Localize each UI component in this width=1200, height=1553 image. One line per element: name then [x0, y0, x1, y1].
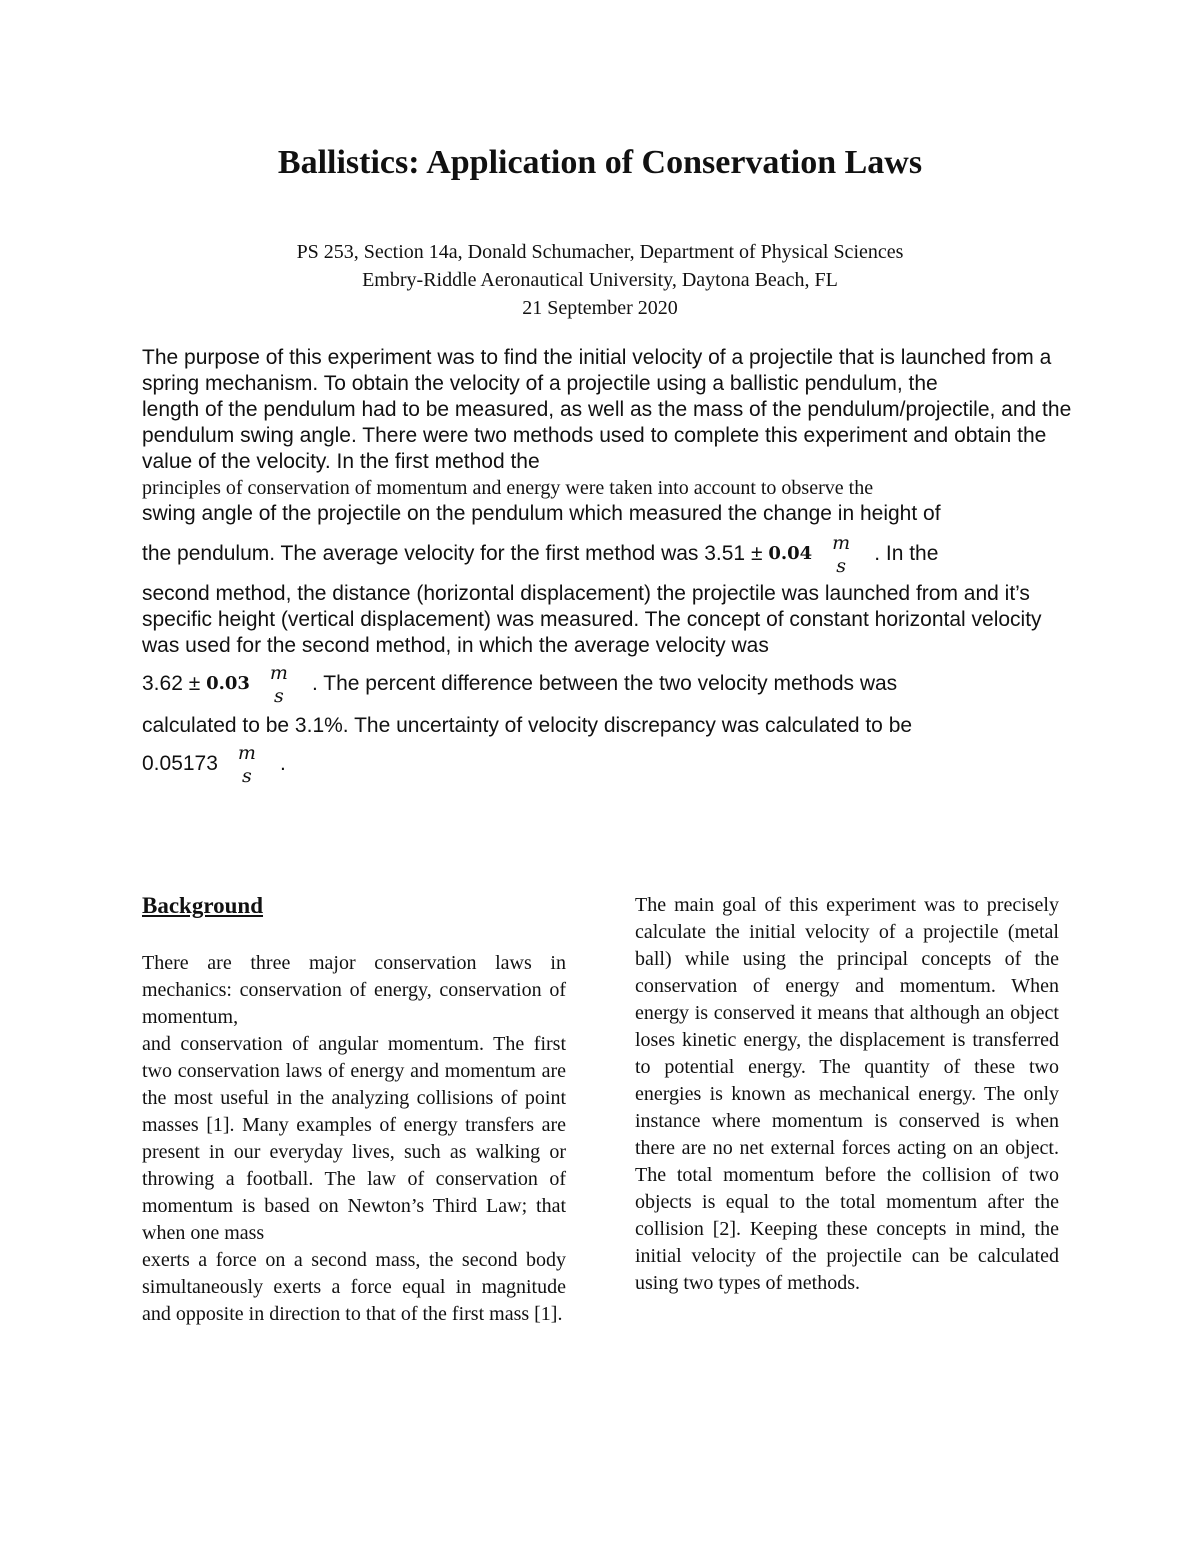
velocity-line-3 — [142, 739, 1072, 789]
unit-denominator: s — [274, 684, 284, 707]
body-paragraph: There are three major conservation laws in mechanics: conservation of energy, conservation of momentum, — [142, 952, 566, 1028]
velocity-1-text: the pendulum. The average velocity for the first method was 3.51 ± — [142, 542, 769, 565]
abstract-text: swing angle of the projectile on the pendulum which measured the change in height of — [142, 502, 941, 525]
unit-fraction — [236, 742, 258, 787]
affiliation-line: Embry-Riddle Aeronautical University, Daytona Beach, FL — [362, 269, 838, 291]
author-info — [0, 238, 1200, 322]
velocity-1-uncertainty: 0.04 — [768, 543, 813, 564]
discrepancy-value: 0.05173 — [142, 752, 218, 775]
unit-numerator: m — [832, 531, 851, 554]
date-line: 21 September 2020 — [522, 297, 678, 319]
unit-fraction — [830, 532, 852, 577]
abstract — [142, 345, 1072, 789]
body-paragraph: The main goal of this experiment was to precisely calculate the initial velocity of a projectile (metal ball) while using the principal concepts of the conservation of energy and momentum. When energy is conserved it means that although an object loses kinetic energy, the displacement is transferred to potential energy. The quantity of these two energies is known as mechanical energy. The only instance where momentum is conserved is when there are no net external forces acting on an object. The total momentum before the collision of two objects is equal to the total momentum after the collision [2]. Keeping these concepts in mind, the initial velocity of the projectile can be calculated using two types of methods. — [635, 894, 1059, 1294]
velocity-1-suffix: . In the — [874, 542, 939, 565]
background-right-column — [635, 892, 1059, 1297]
abstract-text: The purpose of this experiment was to find the initial velocity of a projectile that is launched from a spring mechanism. To obtain the velocity of a projectile using a ballistic pendulum, the — [142, 346, 1052, 395]
author-line: PS 253, Section 14a, Donald Schumacher, Department of Physical Sciences — [296, 241, 904, 263]
unit-numerator: m — [237, 741, 256, 764]
velocity-2-suffix: . The percent difference between the two velocity methods was — [311, 672, 898, 695]
velocity-line-1 — [142, 527, 1072, 581]
unit-fraction — [268, 662, 290, 707]
abstract-text: calculated to be 3.1%. The uncertainty of velocity discrepancy was calculated to be — [142, 714, 913, 737]
section-heading-background: Background — [142, 893, 264, 918]
paper-title: Ballistics: Application of Conservation Laws — [277, 144, 923, 181]
unit-denominator: s — [836, 554, 847, 577]
unit-denominator: s — [242, 764, 252, 787]
abstract-text: length of the pendulum had to be measured, as well as the mass of the pendulum/projectile, and the pendulum swing angle. There were two methods used to complete this experiment and obtain the value of the velocity. In the first method the — [142, 398, 1072, 473]
abstract-text: second method, the distance (horizontal displacement) the projectile was launched from and it’s specific height (vertical displacement) was measured. The concept of constant horizontal velocity was used for the second method, in which the average velocity was — [142, 582, 1042, 657]
background-left-column — [142, 892, 566, 1328]
unit-numerator: m — [269, 661, 288, 684]
discrepancy-suffix: . — [279, 752, 286, 775]
velocity-2-text: 3.62 ± — [142, 672, 207, 695]
body-paragraph: and conservation of angular momentum. The first two conservation laws of energy and momentum are the most useful in the analyzing collisions of point masses [1]. Many examples of energy transfers are present in our everyday lives, such as walking or throwing a football. The law of conservation of momentum is based on Newton’s Third Law; that when one mass — [142, 1033, 566, 1244]
velocity-2-uncertainty: 0.03 — [206, 673, 250, 694]
velocity-line-2 — [142, 659, 1072, 709]
body-paragraph: exerts a force on a second mass, the second body simultaneously exerts a force equal in magnitude and opposite in direction to that of the first mass [1]. — [142, 1249, 566, 1325]
abstract-text: principles of conservation of momentum and energy were taken into account to observe the — [142, 477, 874, 499]
